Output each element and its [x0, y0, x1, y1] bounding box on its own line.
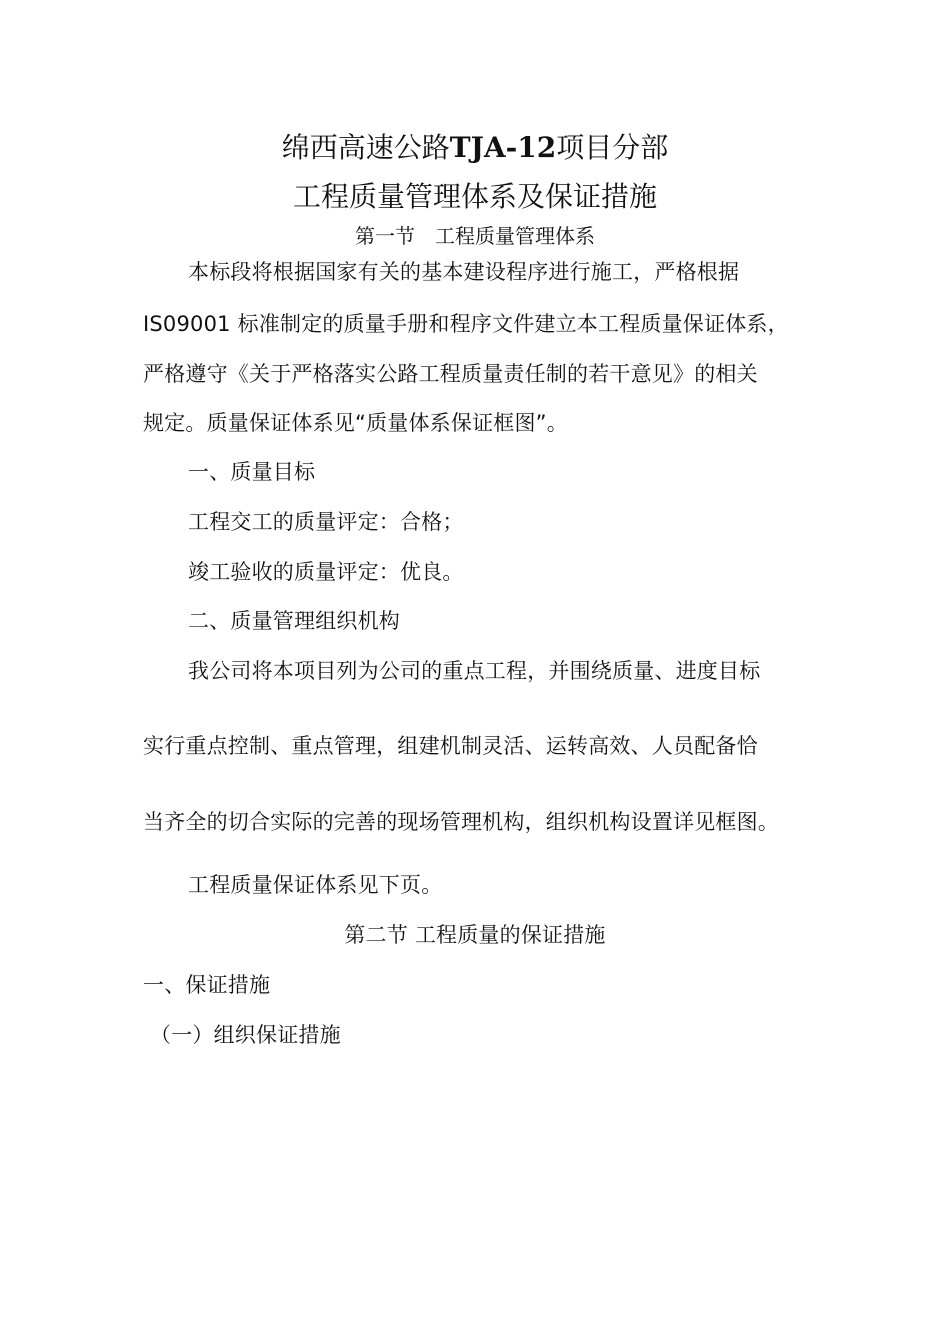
organization-heading: 二、质量管理组织机构: [188, 609, 400, 633]
title-suffix: 项目分部: [556, 131, 669, 164]
section1-heading: 第一节 工程质量管理体系: [355, 224, 595, 248]
title-prefix: 绵西高速公路: [281, 131, 450, 164]
document-title-line2: 工程质量管理体系及保证措施: [292, 180, 657, 213]
paragraph-line: 工程交工的质量评定：合格；: [188, 510, 464, 534]
title-project-code: TJA-12: [449, 131, 557, 164]
paragraph-line: 竣工验收的质量评定：优良。: [188, 560, 464, 584]
paragraph-line: IS09001 标准制定的质量手册和程序文件建立本工程质量保证体系，: [143, 312, 789, 336]
paragraph-line: 实行重点控制、重点管理，组建机制灵活、运转高效、人员配备恰: [143, 734, 758, 758]
paragraph-line: 当齐全的切合实际的完善的现场管理机构，组织机构设置详见框图。: [143, 810, 779, 834]
section2-heading: 第二节 工程质量的保证措施: [344, 923, 606, 947]
paragraph-line: 我公司将本项目列为公司的重点工程，并围绕质量、进度目标: [188, 659, 761, 683]
paragraph-line: 规定。质量保证体系见“质量体系保证框图”。: [143, 411, 568, 435]
item1-subheading: （一）组织保证措施: [150, 1023, 341, 1047]
document-title-line1: [0, 131, 950, 164]
quality-goal-heading: 一、质量目标: [188, 460, 316, 484]
paragraph-line: 本标段将根据国家有关的基本建设程序进行施工，严格根据: [188, 260, 740, 284]
paragraph-line: 严格遵守《关于严格落实公路工程质量责任制的若干意见》的相关: [143, 362, 758, 386]
item1-heading: 一、保证措施: [143, 973, 271, 997]
paragraph-line: 工程质量保证体系见下页。: [188, 873, 443, 897]
